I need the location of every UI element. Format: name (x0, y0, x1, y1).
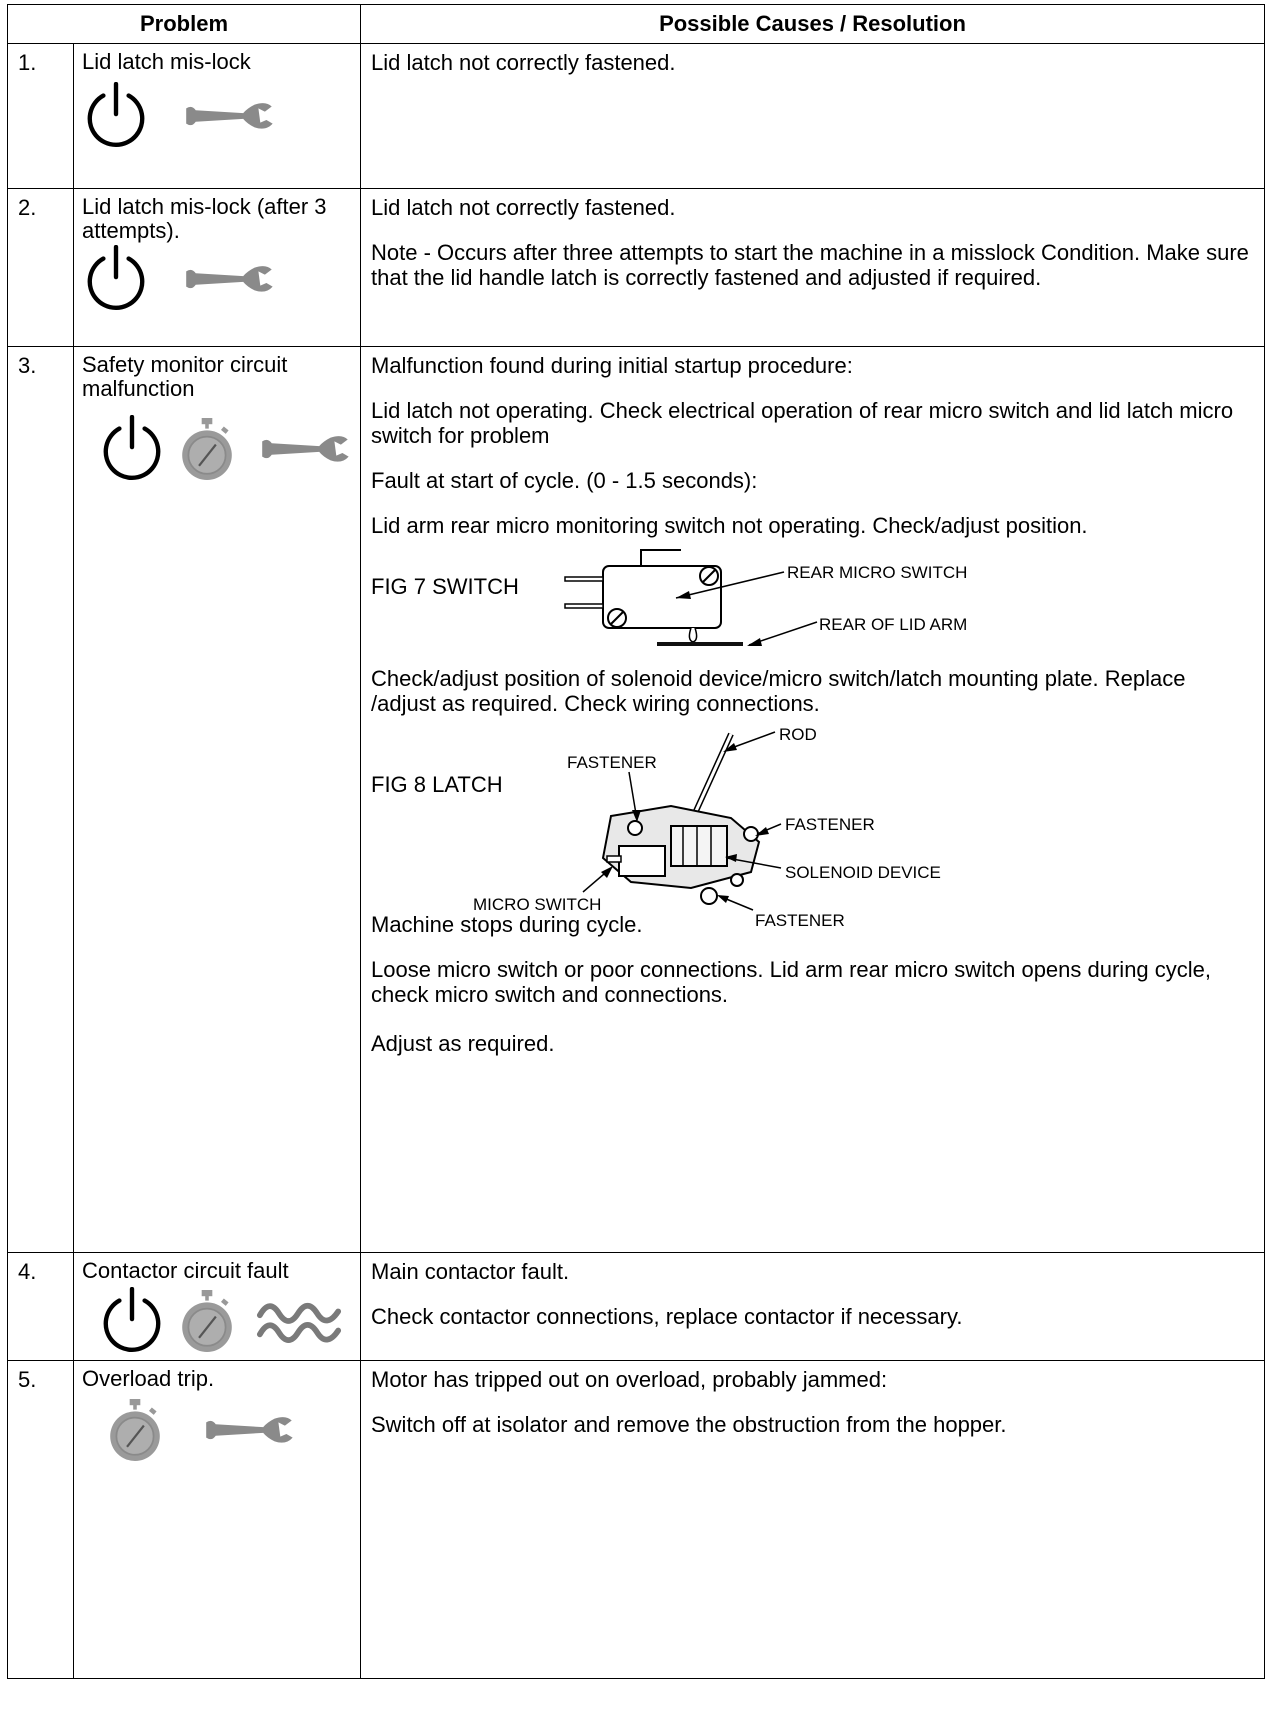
table-row (8, 1253, 1265, 1361)
timer-icon (176, 1288, 238, 1354)
figure-title: FIG 8 LATCH (371, 772, 503, 797)
problem-cell (74, 1361, 361, 1679)
row-number: 3. (8, 347, 74, 1253)
figure-label-solenoid-device: SOLENOID DEVICE (785, 863, 941, 882)
status-icons (82, 1397, 354, 1463)
power-icon (98, 415, 166, 483)
resolution-text: Motor has tripped out on overload, probably jammed: (371, 1367, 888, 1392)
problem-text: Overload trip. (82, 1366, 215, 1391)
resolution-text: Fault at start of cycle. (0 - 1.5 seconds): (371, 468, 758, 493)
water-icon (256, 1292, 342, 1350)
resolution-text: Loose micro switch or poor connections. Lid arm rear micro switch opens during cycle, check micro switch and connections. (371, 957, 1212, 1007)
problem-text: Safety monitor circuit malfunction (82, 352, 288, 401)
figure-label-fastener: FASTENER (755, 911, 845, 930)
resolution-text: Check/adjust position of solenoid device/micro switch/latch mounting plate. Replace /adjust as required. Check wiring connections. (371, 666, 1186, 716)
problem-text: Contactor circuit fault (82, 1258, 289, 1283)
figure-label-fastener: FASTENER (567, 753, 657, 772)
status-icons (82, 1287, 354, 1355)
status-icons (82, 82, 354, 150)
row-number: 4. (8, 1253, 74, 1361)
problem-cell (74, 189, 361, 347)
wrench-icon (200, 1411, 296, 1449)
power-icon (82, 245, 150, 313)
wrench-icon (180, 97, 276, 135)
figure-title: FIG 7 SWITCH (371, 574, 519, 599)
status-icons (82, 415, 354, 483)
table-header-row (8, 5, 1265, 44)
resolution-note: Note - Occurs after three attempts to start the machine in a misslock Condition. Make sure that the lid handle latch is correctly fastened and adjusted if required. (371, 240, 1249, 290)
timer-icon (104, 1397, 166, 1463)
figure-7-switch (371, 548, 1254, 646)
problem-text: Lid latch mis-lock (82, 49, 251, 74)
wrench-icon (180, 260, 276, 298)
row-number: 5. (8, 1361, 74, 1679)
wrench-icon (256, 430, 352, 468)
power-icon (82, 82, 150, 150)
table-row (8, 189, 1265, 347)
resolution-cell (361, 189, 1265, 347)
row-number: 2. (8, 189, 74, 347)
figure-label-micro-switch: MICRO SWITCH (473, 895, 602, 914)
table-row (8, 1361, 1265, 1679)
resolution-text: Machine stops during cycle. (371, 912, 643, 937)
resolution-text: Lid latch not correctly fastened. (371, 50, 676, 75)
resolution-text: Adjust as required. (371, 1031, 555, 1056)
resolution-text: Main contactor fault. (371, 1259, 570, 1284)
problem-cell (74, 44, 361, 189)
problem-cell (74, 347, 361, 1253)
figure-label-fastener: FASTENER (785, 815, 875, 834)
timer-icon (176, 416, 238, 482)
resolution-text: Malfunction found during initial startup procedure: (371, 353, 853, 378)
figure-label-rod: ROD (779, 725, 817, 744)
figure-label-rear-of-lid-arm: REAR OF LID ARM (819, 615, 968, 634)
header-problem: Problem (8, 5, 361, 44)
table-row (8, 44, 1265, 189)
row-number: 1. (8, 44, 74, 189)
header-resolution: Possible Causes / Resolution (361, 5, 1265, 44)
resolution-cell (361, 1253, 1265, 1361)
resolution-text: Lid latch not operating. Check electrical operation of rear micro switch and lid latch micro switch for problem (371, 398, 1234, 448)
resolution-text: Check contactor connections, replace contactor if necessary. (371, 1304, 963, 1329)
resolution-text: Lid arm rear micro monitoring switch not operating. Check/adjust position. (371, 513, 1088, 538)
power-icon (98, 1287, 166, 1355)
table-row (8, 347, 1265, 1253)
resolution-text: Lid latch not correctly fastened. (371, 195, 676, 220)
status-icons (82, 245, 354, 313)
resolution-cell (361, 44, 1265, 189)
problem-cell (74, 1253, 361, 1361)
troubleshooting-table (7, 4, 1265, 1679)
problem-text: Lid latch mis-lock (after 3 attempts). (82, 194, 327, 243)
resolution-text: Switch off at isolator and remove the obstruction from the hopper. (371, 1412, 1007, 1437)
figure-label-rear-micro-switch: REAR MICRO SWITCH (787, 563, 968, 582)
resolution-cell (361, 347, 1265, 1253)
resolution-cell (361, 1361, 1265, 1679)
